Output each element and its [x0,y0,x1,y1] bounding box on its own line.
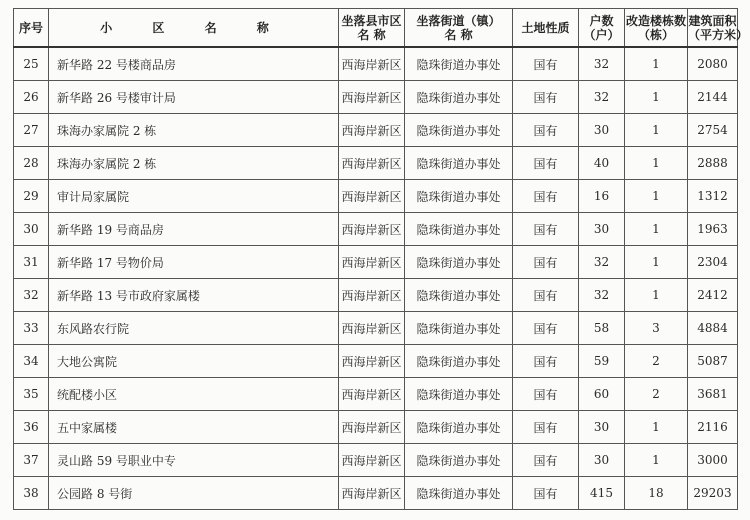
cell-area: 2754 [688,114,738,147]
table-row [14,378,738,411]
cell-county: 西海岸新区 [339,312,405,345]
cell-county: 西海岸新区 [339,279,405,312]
table-row [14,312,738,345]
cell-households: 32 [579,81,625,114]
cell-street: 隐珠街道办事处 [405,246,513,279]
cell-seq: 31 [14,246,49,279]
cell-area: 2144 [688,81,738,114]
cell-land-type: 国有 [513,477,579,510]
cell-land-type: 国有 [513,81,579,114]
cell-street: 隐珠街道办事处 [405,312,513,345]
cell-area: 2304 [688,246,738,279]
cell-land-type: 国有 [513,114,579,147]
cell-community-name: 公园路 8 号街 [49,477,339,510]
document-page [13,8,749,510]
cell-seq: 36 [14,411,49,444]
cell-buildings: 1 [625,147,688,180]
cell-buildings: 1 [625,213,688,246]
header-community: 小 区 名 称 [49,9,339,48]
cell-area: 2888 [688,147,738,180]
cell-area: 3681 [688,378,738,411]
cell-seq: 28 [14,147,49,180]
cell-land-type: 国有 [513,246,579,279]
cell-buildings: 1 [625,246,688,279]
cell-land-type: 国有 [513,411,579,444]
cell-seq: 37 [14,444,49,477]
cell-land-type: 国有 [513,444,579,477]
cell-area: 1312 [688,180,738,213]
cell-street: 隐珠街道办事处 [405,444,513,477]
cell-street: 隐珠街道办事处 [405,213,513,246]
cell-land-type: 国有 [513,180,579,213]
cell-land-type: 国有 [513,312,579,345]
cell-area: 3000 [688,444,738,477]
table-row [14,180,738,213]
cell-seq: 25 [14,47,49,81]
cell-community-name: 新华路 22 号楼商品房 [49,47,339,81]
table-row [14,246,738,279]
community-table [13,8,749,510]
cell-buildings: 1 [625,180,688,213]
table-row [14,114,738,147]
header-street: 坐落街道（镇） 名 称 [405,9,513,48]
cell-area: 2080 [688,47,738,81]
header-county: 坐落县市区 名 称 [339,9,405,48]
cell-county: 西海岸新区 [339,246,405,279]
cell-seq: 26 [14,81,49,114]
cell-county: 西海岸新区 [339,47,405,81]
cell-community-name: 审计局家属院 [49,180,339,213]
cell-street: 隐珠街道办事处 [405,378,513,411]
cell-street: 隐珠街道办事处 [405,114,513,147]
cell-buildings: 1 [625,279,688,312]
cell-households: 32 [579,279,625,312]
cell-households: 30 [579,411,625,444]
cell-households: 60 [579,378,625,411]
cell-land-type: 国有 [513,378,579,411]
cell-street: 隐珠街道办事处 [405,411,513,444]
cell-seq: 34 [14,345,49,378]
table-row [14,213,738,246]
cell-street: 隐珠街道办事处 [405,81,513,114]
cell-households: 40 [579,147,625,180]
cell-households: 58 [579,312,625,345]
cell-county: 西海岸新区 [339,378,405,411]
header-households: 户数 （户） [579,9,625,48]
cell-street: 隐珠街道办事处 [405,477,513,510]
cell-street: 隐珠街道办事处 [405,345,513,378]
cell-land-type: 国有 [513,147,579,180]
cell-community-name: 珠海办家属院 2 栋 [49,147,339,180]
cell-households: 16 [579,180,625,213]
table-body [14,47,738,510]
cell-land-type: 国有 [513,47,579,81]
cell-community-name: 五中家属楼 [49,411,339,444]
cell-street: 隐珠街道办事处 [405,279,513,312]
cell-households: 59 [579,345,625,378]
cell-buildings: 1 [625,81,688,114]
cell-county: 西海岸新区 [339,345,405,378]
cell-households: 415 [579,477,625,510]
cell-buildings: 2 [625,378,688,411]
cell-seq: 32 [14,279,49,312]
cell-land-type: 国有 [513,213,579,246]
cell-seq: 38 [14,477,49,510]
cell-land-type: 国有 [513,279,579,312]
table-row [14,81,738,114]
cell-area: 1963 [688,213,738,246]
cell-county: 西海岸新区 [339,81,405,114]
header-seq: 序号 [14,9,49,48]
cell-county: 西海岸新区 [339,213,405,246]
cell-buildings: 1 [625,114,688,147]
cell-buildings: 1 [625,47,688,81]
cell-county: 西海岸新区 [339,444,405,477]
cell-buildings: 1 [625,444,688,477]
cell-area: 29203 [688,477,738,510]
cell-street: 隐珠街道办事处 [405,147,513,180]
cell-buildings: 3 [625,312,688,345]
cell-households: 32 [579,246,625,279]
cell-community-name: 灵山路 59 号职业中专 [49,444,339,477]
table-row [14,279,738,312]
cell-county: 西海岸新区 [339,477,405,510]
cell-seq: 29 [14,180,49,213]
cell-community-name: 珠海办家属院 2 栋 [49,114,339,147]
cell-seq: 27 [14,114,49,147]
cell-county: 西海岸新区 [339,180,405,213]
cell-land-type: 国有 [513,345,579,378]
table-row [14,477,738,510]
table-row [14,147,738,180]
cell-community-name: 新华路 19 号商品房 [49,213,339,246]
cell-county: 西海岸新区 [339,411,405,444]
cell-households: 30 [579,213,625,246]
cell-community-name: 大地公寓院 [49,345,339,378]
cell-seq: 33 [14,312,49,345]
cell-community-name: 新华路 13 号市政府家属楼 [49,279,339,312]
cell-seq: 35 [14,378,49,411]
cell-community-name: 统配楼小区 [49,378,339,411]
cell-street: 隐珠街道办事处 [405,180,513,213]
header-buildings: 改造楼栋数 （栋） [625,9,688,48]
header-land: 土地性质 [513,9,579,48]
table-row [14,345,738,378]
table-row [14,411,738,444]
table-row [14,47,738,81]
cell-households: 32 [579,47,625,81]
cell-area: 4884 [688,312,738,345]
cell-community-name: 新华路 17 号物价局 [49,246,339,279]
cell-buildings: 2 [625,345,688,378]
cell-community-name: 新华路 26 号楼审计局 [49,81,339,114]
cell-community-name: 东风路农行院 [49,312,339,345]
cell-households: 30 [579,114,625,147]
cell-area: 2116 [688,411,738,444]
cell-area: 5087 [688,345,738,378]
cell-county: 西海岸新区 [339,147,405,180]
header-area: 建筑面积 （平方米） [688,9,738,48]
cell-buildings: 1 [625,411,688,444]
cell-households: 30 [579,444,625,477]
table-header [14,9,749,48]
cell-area: 2412 [688,279,738,312]
cell-street: 隐珠街道办事处 [405,47,513,81]
cell-seq: 30 [14,213,49,246]
header-row [14,9,738,48]
cell-county: 西海岸新区 [339,114,405,147]
cell-buildings: 18 [625,477,688,510]
table-row [14,444,738,477]
